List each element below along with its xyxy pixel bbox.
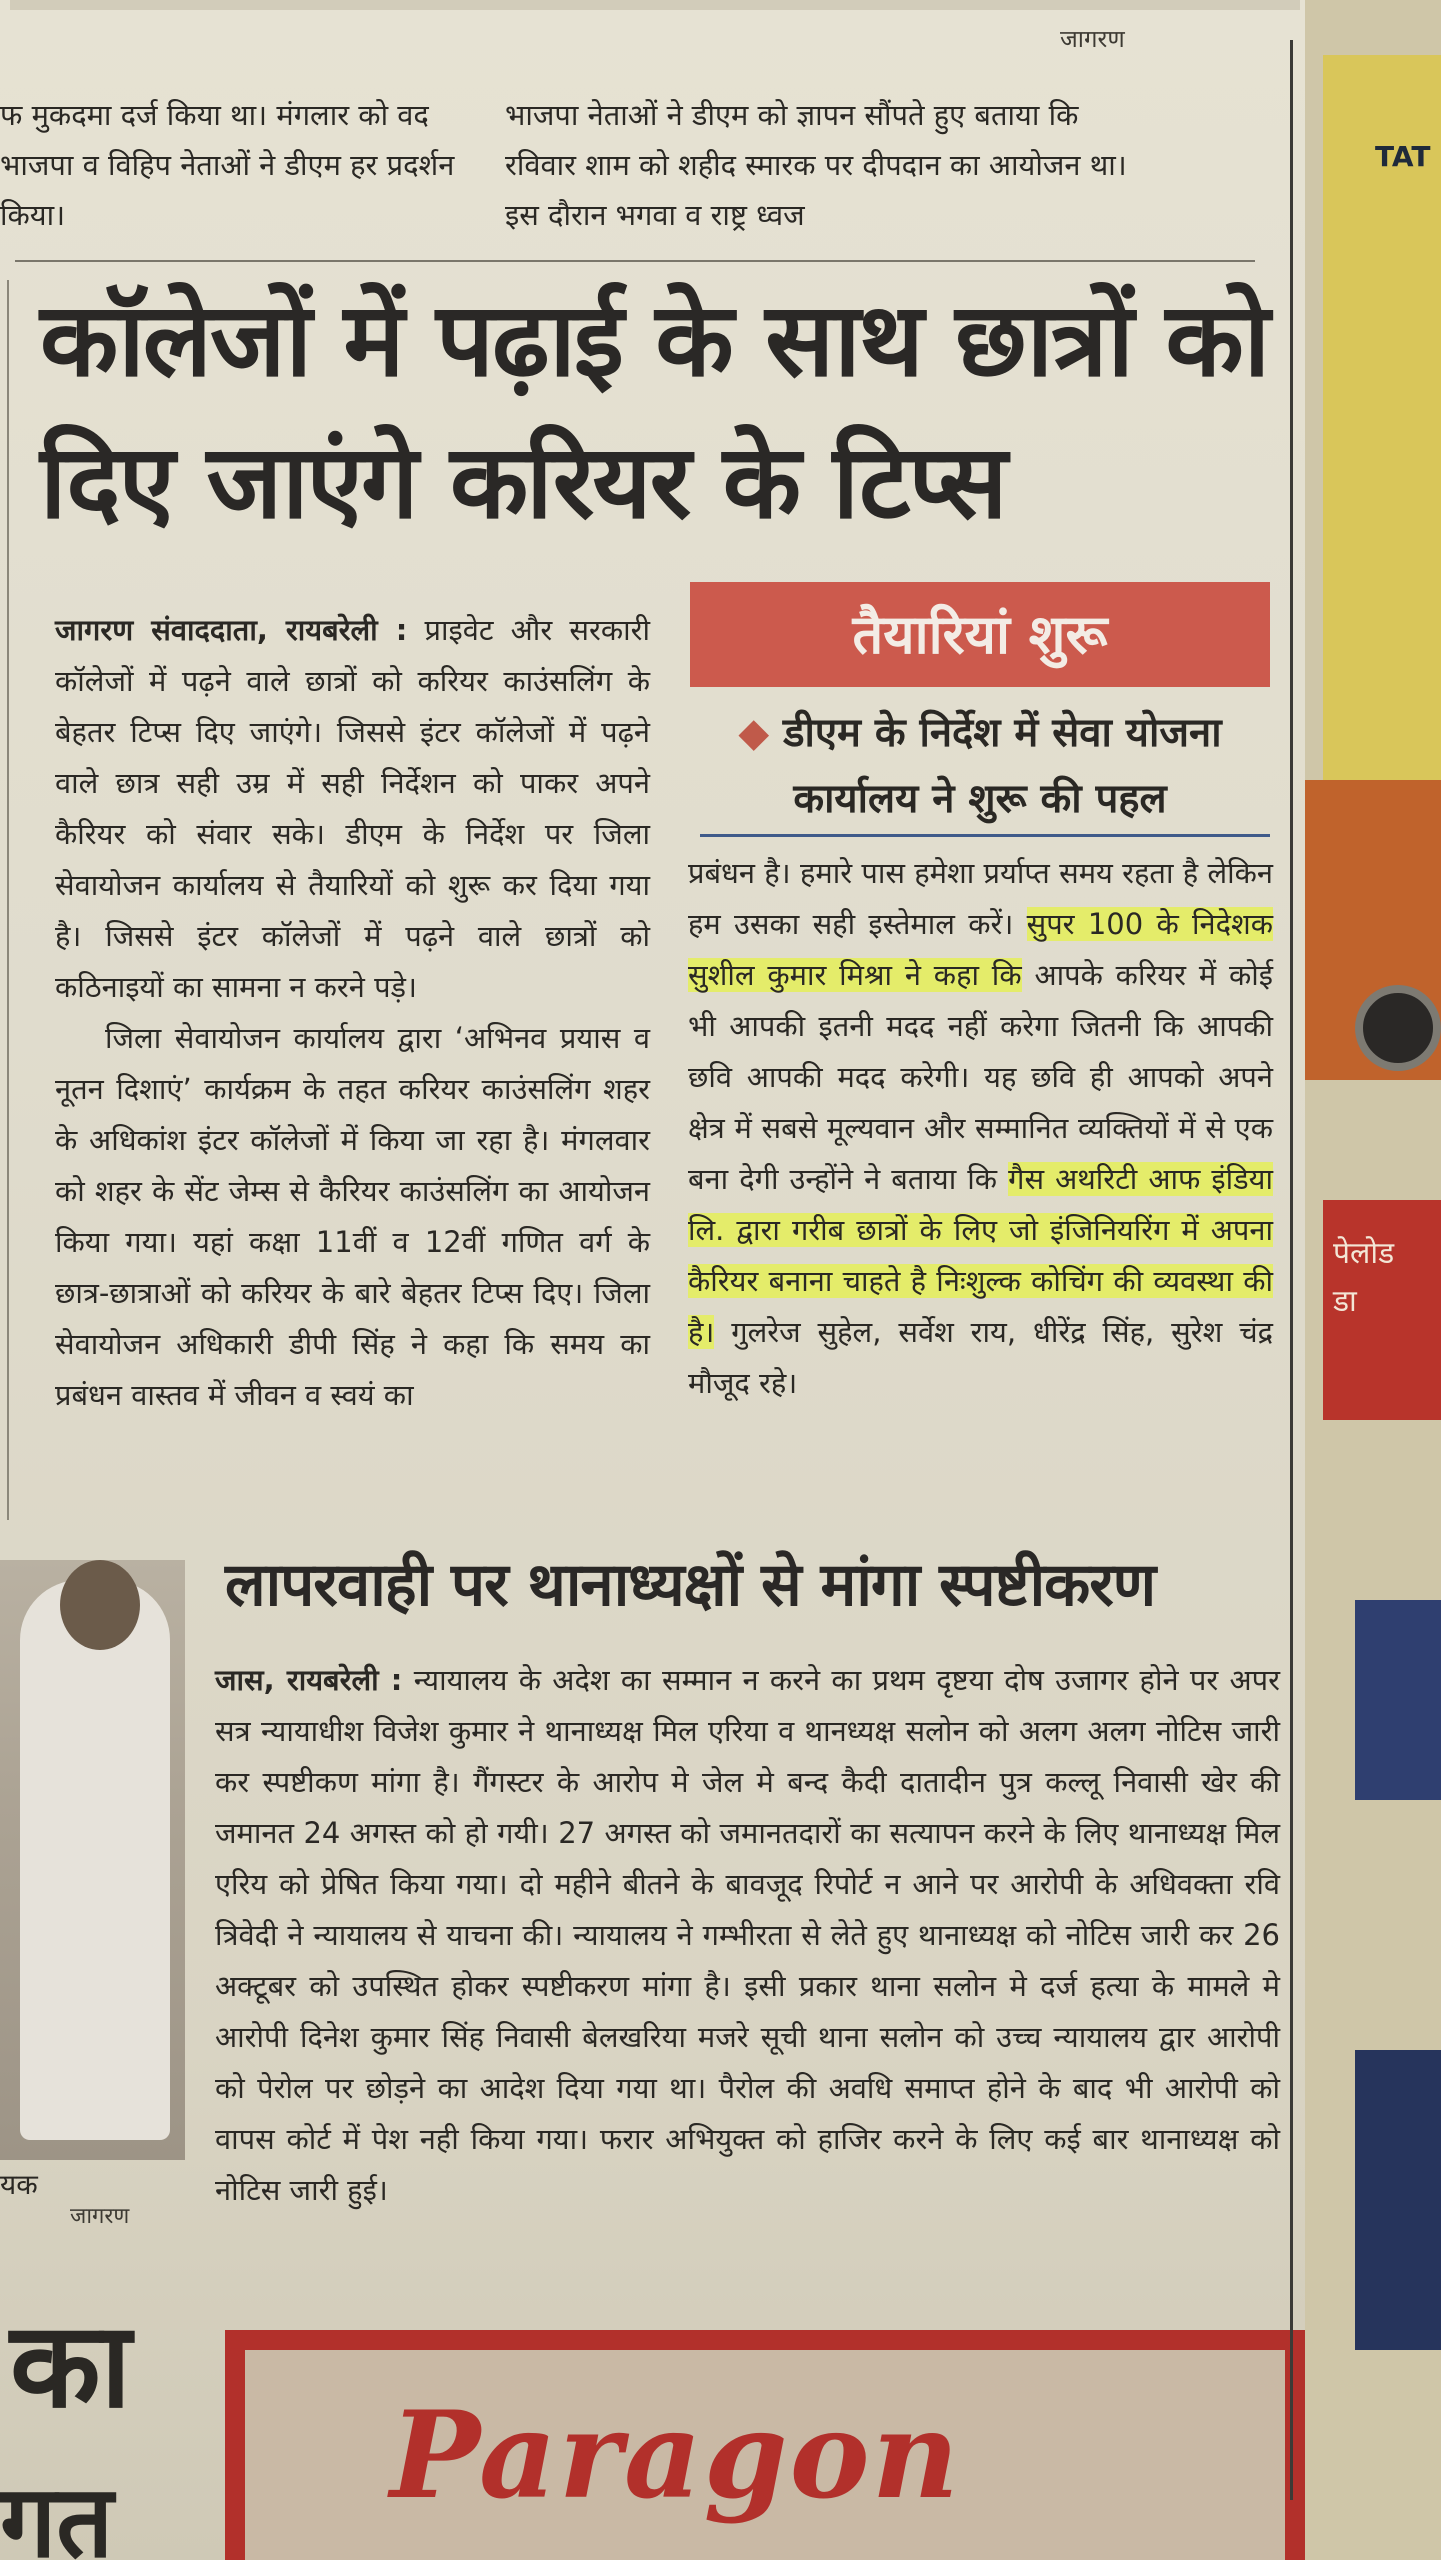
left-rule [7, 280, 9, 1520]
photo-credit: जागरण [70, 2204, 130, 2229]
right-text-2: आपके करियर में कोई भी आपकी इतनी मदद नहीं करेगा जितनी कि आपकी छवि आपकी मदद करेगी। यह छवि ही आपको अपने क्षेत्र में सबसे मूल्यवान और सम्मानित व्यक्तियों में से एक बना देगी उन्होंने ने बताया कि [688, 958, 1274, 1196]
column-rule [1290, 40, 1293, 2500]
main-story-right-column [688, 848, 1273, 1409]
para1-text: प्राइवेट और सरकारी कॉलेजों में पढ़ने वाले छात्रों को करियर काउंसलिंग के बेहतर टिप्स दिए जाएंगे। जिससे इंटर कॉलेजों में पढ़ने वाले छात्र सही उम्र में सही निर्देशन को पाकर अपने कैरियर को संवार सके। डीएम के निर्देश पर जिला सेवायोजन कार्यालय से तैयारियों को शुरू कर दिया गया है। जिससे इंटर कॉलेजों में पढ़ने वाले छात्रों को कठिनाइयों का सामना न करने पड़े। [55, 613, 651, 1004]
top-edge [10, 0, 1300, 10]
prev-story-col2: भाजपा नेताओं ने डीएम को ज्ञापन सौंपते हुए बताया कि रविवार शाम को शहीद स्मारक पर दीपदान का आयोजन था। इस दौरान भगवा व राष्ट्र ध्वज [505, 98, 1127, 232]
prev-story-col1: फ मुकदमा दर्ज किया था। मंगलार को वद भाजपा व विहिप नेताओं ने डीएम हर प्रदर्शन किया। [0, 98, 455, 232]
second-headline: लापरवाही पर थानाध्यक्षों से मांगा स्पष्टीकरण [225, 1550, 1156, 1620]
main-story-para1 [55, 605, 650, 1013]
subhead-text: डीएम के निर्देश में सेवा योजना कार्यालय ने शुरू की पहल [783, 710, 1222, 822]
right-text-1: प्रबंधन है। हमारे पास हमेशा प्रर्याप्त समय रहता है लेकिन हम उसका सही इस्तेमाल करें। [688, 856, 1273, 941]
person-head [60, 1560, 140, 1650]
bullet-icon: ◆ [738, 710, 770, 756]
section-tag: तैयारियां शुरू [690, 582, 1270, 687]
advertisement [225, 2330, 1305, 2560]
main-story-left-column [55, 605, 650, 1421]
brand-text: TAT [1375, 140, 1431, 173]
main-story-para2: जिला सेवायोजन कार्यालय द्वारा ‘अभिनव प्रयास व नूतन दिशाएं’ कार्यक्रम के तहत करियर काउंसलिंग शहर के अधिकांश इंटर कॉलेजों में किया जा रहा है। मंगलवार को शहर के सेंट जेम्स से कैरियर काउंसलिंग का आयोजन किया गया। यहां कक्षा 11वीं व 12वीं गणित वर्ग के छात्र-छात्राओं को करियर के बारे बेहतर टिप्स दिए। जिला सेवायोजन अधिकारी डीपी सिंह ने कहा कि समय का प्रबंधन वास्तव में जीवन व स्वयं का [55, 1021, 650, 1412]
highlighted-text-1: सुपर 100 के निदेशक सुशील कुमार मिश्रा ने कहा कि [688, 907, 1273, 992]
paragon-logo: Paragon [390, 2385, 961, 2526]
highlighted-text-2: गैस अथरिटी आफ इंडिया लि. द्वारा गरीब छात्रों के लिए जो इंजिनियरिंग में अपना कैरियर बनाना चाहते है निःशुल्क कोचिंग की व्यवस्था की है। [688, 1162, 1274, 1349]
page-folio: जागरण [1060, 25, 1125, 53]
blue-ad-1 [1355, 1600, 1441, 1800]
adjacent-page-strip [1305, 0, 1441, 2560]
second-byline: जास, रायबरेली : [215, 1663, 403, 1697]
right-text-3: गुलरेज सुहेल, सर्वेश राय, धीरेंद्र सिंह, सुरेश चंद्र मौजूद रहे। [688, 1315, 1274, 1400]
bottom-left-word-2: गत [0, 2463, 114, 2560]
red-ad-text [1333, 1230, 1394, 1326]
red-ad-line1: पेलोड [1333, 1236, 1395, 1271]
person-figure [20, 1580, 170, 2140]
main-headline: कॉलेजों में पढ़ाई के साथ छात्रों को दिए जाएंगे करियर के टिप्स [40, 281, 1269, 542]
subhead-rule [700, 834, 1270, 837]
subheadline [700, 700, 1260, 832]
section-divider [15, 260, 1255, 262]
photo-caption: यक [0, 2168, 38, 2201]
byline: जागरण संवाददाता, रायबरेली : [55, 613, 408, 647]
second-story-body [215, 1655, 1280, 2216]
blue-ad-2 [1355, 2050, 1441, 2350]
red-ad-line2: डा [1333, 1284, 1357, 1319]
bottom-left-word-1: का [10, 2296, 132, 2434]
news-photo [0, 1560, 185, 2160]
wheel-icon [1355, 985, 1441, 1071]
second-story-text: न्यायालय के अदेश का सम्मान न करने का प्रथम दृष्टया दोष उजागर होने पर अपर सत्र न्यायाधीश विजेश कुमार ने थानाध्यक्ष मिल एरिया व थानध्यक्ष सलोन को अलग अलग नोटिस जारी कर स्पष्टीकण मांगा है। गैंगस्टर के आरोप मे जेल मे बन्द कैदी दातादीन पुत्र कल्लू निवासी खेर की जमानत 24 अगस्त को हो गयी। 27 अगस्त को जमानतदारों का सत्यापन करने के लिए थानाध्यक्ष मिल एरिय को प्रेषित किया गया। दो महीने बीतने के बावजूद रिपोर्ट न आने पर आरोपी के अधिवक्ता रवि त्रिवेदी ने न्यायालय से याचना की। न्यायालय ने गम्भीरता से लेते हुए थानाध्यक्ष को नोटिस जारी कर 26 अक्टूबर को उपस्थित होकर स्पष्टीकरण मांगा है। इसी प्रकार थाना सलोन मे दर्ज हत्या के मामले मे आरोपी दिनेश कुमार सिंह निवासी बेलखरिया मजरे सूची थाना सलोन को उच्च न्यायालय द्वार आरोपी को पेरोल पर छोड़ने का आदेश दिया गया था। पैरोल की अवधि समाप्त होने के बाद भी आरोपी को वापस कोर्ट में पेश नही किया गया। फरार अभियुक्त को हाजिर करने के लिए कई बार थानाध्यक्ष को नोटिस जारी हुई। [215, 1663, 1280, 2207]
